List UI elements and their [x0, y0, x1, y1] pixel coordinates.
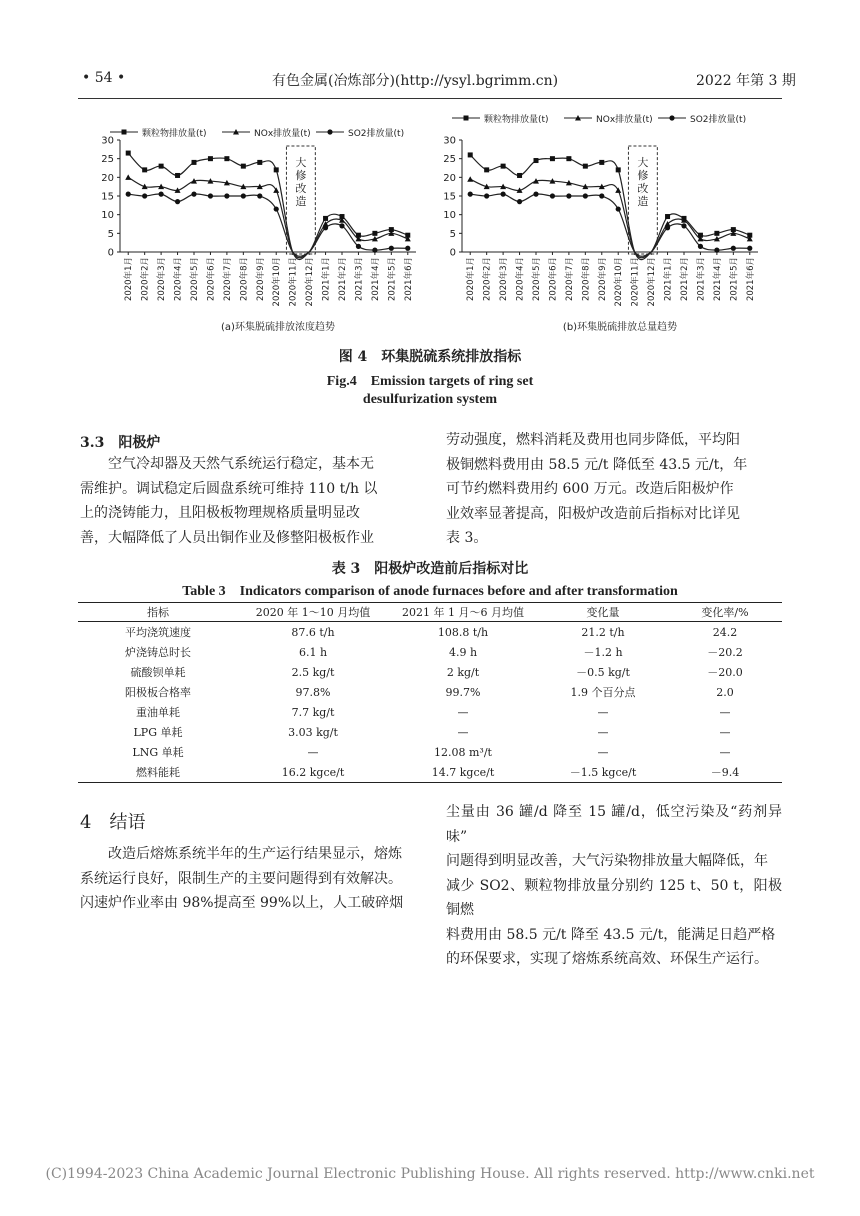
data-point: [175, 173, 180, 178]
figure-caption-en-2: desulfurization system: [362, 392, 498, 407]
x-tick-label: 2020年3月: [499, 257, 510, 302]
data-point: [533, 192, 538, 197]
x-tick-label: 2021年1月: [663, 257, 674, 302]
table-cell: 阳极板合格率: [125, 686, 191, 699]
section-4-right-text: [446, 800, 782, 972]
table-cell: —: [307, 745, 319, 759]
data-point: [208, 193, 213, 198]
legend-marker: [464, 116, 469, 121]
table-cell: 3.03 kg/t: [288, 725, 338, 739]
table-cell: 87.6 t/h: [291, 625, 335, 639]
x-tick-label: 2020年4月: [515, 257, 526, 302]
section-3-3-left-text: [80, 452, 414, 550]
table-row: [78, 622, 782, 643]
data-point: [550, 156, 555, 161]
table-cell: 97.8%: [295, 685, 331, 699]
annotation-char: 改: [295, 182, 307, 195]
data-point: [339, 223, 344, 228]
table-cell: LPG 单耗: [133, 726, 183, 739]
y-tick-label: 5: [107, 228, 114, 240]
table-cell: 21.2 t/h: [581, 625, 625, 639]
data-point: [208, 156, 213, 161]
data-point: [616, 206, 621, 211]
y-tick-label: 10: [101, 210, 114, 222]
data-point: [241, 164, 246, 169]
table-row: [78, 762, 782, 783]
data-point: [599, 193, 604, 198]
page-number: • 54 •: [82, 70, 126, 86]
text-line: 改造后熔炼系统半年的生产运行结果显示，熔炼: [108, 846, 402, 862]
chart-b: [430, 112, 770, 342]
annotation-char: 修: [637, 169, 649, 182]
text-line: 问题得到明显改善，大气污染物排放量大幅降低，年: [446, 853, 768, 869]
table-cell: —: [719, 745, 731, 759]
text-line: 系统运行良好，限制生产的主要问题得到有效解决。: [80, 870, 402, 887]
table-cell: LNG 单耗: [132, 746, 184, 759]
x-tick-label: 2020年8月: [239, 257, 250, 302]
table-cell: —: [457, 725, 469, 739]
data-point: [583, 193, 588, 198]
table-cell: －20.0: [707, 666, 743, 679]
legend-label: 颗粒物排放量(t): [142, 129, 207, 139]
data-point: [224, 193, 229, 198]
x-tick-label: 2020年8月: [581, 257, 592, 302]
table-cell: —: [719, 705, 731, 719]
y-tick-label: 25: [101, 154, 114, 166]
data-point: [191, 192, 196, 197]
table-cell: 2 kg/t: [446, 665, 480, 679]
x-tick-label: 2020年1月: [124, 257, 135, 302]
data-point: [468, 152, 473, 157]
data-point: [241, 193, 246, 198]
series-line: [128, 153, 408, 259]
x-tick-label: 2020年5月: [532, 257, 542, 302]
subfigure-caption: (a)环集脱硫排放浓度趋势: [221, 322, 335, 333]
data-point: [274, 206, 279, 211]
table-cell: 2.0: [716, 685, 734, 699]
data-point: [175, 199, 180, 204]
annotation-char: 大: [637, 156, 649, 169]
data-point: [517, 199, 522, 204]
legend-marker: [122, 130, 127, 135]
data-point: [501, 192, 506, 197]
x-tick-label: 2021年5月: [729, 257, 740, 302]
table-row: [78, 722, 782, 742]
col-header-change-rate: 变化率/%: [668, 603, 782, 622]
y-tick-label: 15: [101, 191, 114, 203]
x-tick-label: 2020年12月: [647, 257, 658, 307]
col-header-indicator: 指标: [78, 603, 238, 622]
subfigure-caption: (b)环集脱硫排放总量趋势: [562, 322, 678, 333]
data-point: [550, 193, 555, 198]
table-cell: —: [719, 725, 731, 739]
y-tick-label: 20: [443, 172, 456, 184]
x-tick-label: 2020年12月: [305, 257, 316, 307]
data-point: [372, 248, 377, 253]
table-title-cn: 表 3 阳极炉改造前后指标对比: [331, 561, 529, 577]
data-point: [159, 192, 164, 197]
table-cell: 4.9 h: [448, 645, 478, 659]
text-line: 需维护。调试稳定后圆盘系统可维持 110 t/h 以: [80, 480, 378, 497]
data-point: [323, 216, 328, 221]
y-tick-label: 30: [443, 135, 456, 147]
series-line: [128, 177, 408, 257]
y-tick-label: 25: [443, 154, 456, 166]
text-line: 善，大幅降低了人员出铜作业及修整阳极板作业: [80, 529, 374, 546]
data-point: [142, 193, 147, 198]
data-point: [681, 223, 686, 228]
data-point: [126, 151, 131, 156]
y-tick-label: 0: [107, 247, 114, 259]
text-line: 减少 SO2、颗粒物排放量分别约 125 t、50 t，阳极铜燃: [446, 877, 782, 918]
x-tick-label: 2021年3月: [696, 257, 707, 302]
x-tick-label: 2021年6月: [403, 257, 414, 302]
table-cell: 24.2: [712, 625, 738, 639]
data-point: [615, 187, 621, 193]
data-point: [501, 164, 506, 169]
y-tick-label: 20: [101, 172, 114, 184]
table-cell: 6.1 h: [298, 645, 328, 659]
x-tick-label: 2020年11月: [288, 257, 299, 307]
data-point: [698, 244, 703, 249]
table-cell: 炉浇铸总时长: [125, 646, 191, 659]
data-point: [484, 193, 489, 198]
data-point: [714, 231, 719, 236]
data-point: [389, 246, 394, 251]
legend-label: 颗粒物排放量(t): [484, 115, 549, 125]
data-point: [484, 167, 489, 172]
x-tick-label: 2020年5月: [190, 257, 200, 302]
data-point: [665, 225, 670, 230]
table-cell: —: [597, 745, 609, 759]
text-line: 空气冷却器及天然气系统运行稳定，基本无: [108, 456, 374, 472]
annotation-char: 造: [295, 195, 307, 208]
table-cell: －0.5 kg/t: [576, 666, 630, 679]
data-point: [731, 246, 736, 251]
data-point: [566, 156, 571, 161]
x-tick-label: 2021年5月: [387, 257, 398, 302]
x-tick-label: 2021年4月: [712, 257, 723, 302]
legend-label: NOx排放量(t): [596, 115, 653, 125]
text-line: 上的浇铸能力，且阳极板物理规格质量明显改: [80, 505, 360, 521]
data-point: [257, 160, 262, 165]
data-point: [372, 231, 377, 236]
figure-caption-cn: 图 4 环集脱硫系统排放指标: [338, 349, 522, 365]
y-tick-label: 0: [449, 247, 456, 259]
y-tick-label: 30: [101, 135, 114, 147]
indicator-table: [78, 602, 782, 783]
annotation-char: 修: [295, 169, 307, 182]
chart-a-svg: [88, 118, 428, 338]
x-tick-label: 2021年3月: [354, 257, 365, 302]
data-point: [534, 158, 539, 163]
x-tick-label: 2020年6月: [206, 257, 217, 302]
y-tick-label: 10: [443, 210, 456, 222]
y-tick-label: 15: [443, 191, 456, 203]
table-row: [78, 682, 782, 702]
table-row: [78, 642, 782, 662]
data-point: [224, 156, 229, 161]
table-cell: 16.2 kgce/t: [238, 762, 388, 783]
section-heading-4: 4 结语: [80, 812, 146, 833]
data-point: [274, 167, 279, 172]
table-header-row: [78, 603, 782, 622]
data-point: [566, 193, 571, 198]
annotation-char: 改: [637, 182, 649, 195]
table-cell: —: [597, 705, 609, 719]
data-point: [405, 246, 410, 251]
series-line: [470, 155, 750, 260]
data-point: [616, 167, 621, 172]
table-cell: －1.5 kgce/t: [538, 762, 668, 783]
table-cell: 7.7 kg/t: [291, 705, 335, 719]
text-line: 可节约燃料费用约 600 万元。改造后阳极炉作: [446, 481, 734, 497]
x-tick-label: 2021年2月: [680, 257, 690, 302]
legend-marker: [669, 115, 674, 120]
copyright-footer: (C)1994-2023 China Academic Journal Electronic Publishing House. All rights reserved. http://www.cnki.net: [45, 1166, 815, 1182]
series-line: [470, 179, 750, 258]
data-point: [468, 192, 473, 197]
section-4-left-text: [80, 842, 414, 916]
x-tick-label: 2020年11月: [630, 257, 641, 307]
table-cell: 平均浇筑速度: [125, 626, 191, 639]
x-tick-label: 2020年10月: [272, 257, 283, 307]
data-point: [142, 167, 147, 172]
text-line: 的环保要求，实现了熔炼系统高效、环保生产运行。: [446, 951, 768, 967]
legend-label: SO2排放量(t): [690, 115, 747, 125]
table-cell: 108.8 t/h: [437, 625, 489, 639]
data-point: [356, 244, 361, 249]
y-tick-label: 5: [449, 228, 456, 240]
table-cell: －9.4: [668, 762, 782, 783]
data-point: [159, 164, 164, 169]
table-cell: 2.5 kg/t: [291, 665, 335, 679]
chart-a: [88, 118, 428, 342]
text-line: 极铜燃料费用由 58.5 元/t 降低至 43.5 元/t，年: [446, 456, 748, 473]
annotation-char: 造: [637, 195, 649, 208]
text-line: 料费用由 58.5 元/t 降至 43.5 元/t，能满足日趋严格: [446, 926, 776, 943]
x-tick-label: 2021年4月: [370, 257, 381, 302]
figure-caption-en-1: Fig.4 Emission targets of ring set: [326, 374, 534, 389]
section-heading-3-3: 3.3 阳极炉: [80, 435, 161, 451]
text-line: 业效率显著提高，阳极炉改造前后指标对比详见: [446, 505, 740, 522]
data-point: [467, 176, 473, 182]
table-cell: 14.7 kgce/t: [388, 762, 538, 783]
x-tick-label: 2020年4月: [173, 257, 184, 302]
table-cell: 硫酸钡单耗: [130, 666, 186, 679]
data-point: [257, 193, 262, 198]
data-point: [599, 160, 604, 165]
data-point: [125, 174, 131, 180]
x-tick-label: 2021年2月: [338, 257, 348, 302]
table-title-en: Table 3 Indicators comparison of anode furnaces before and after transformation: [182, 584, 678, 599]
data-point: [517, 173, 522, 178]
data-point: [665, 214, 670, 219]
table-cell: 99.7%: [445, 685, 481, 699]
table-cell: 燃料能耗: [78, 762, 238, 783]
x-tick-label: 2020年7月: [564, 257, 575, 302]
x-tick-label: 2020年2月: [140, 257, 151, 302]
data-point: [714, 248, 719, 253]
legend-label: NOx排放量(t): [254, 129, 311, 139]
section-3-3-right-text: [446, 428, 782, 551]
table-row: [78, 662, 782, 682]
x-tick-label: 2021年6月: [745, 257, 756, 302]
text-line: 劳动强度，燃料消耗及费用也同步降低，平均阳: [446, 432, 740, 448]
header-rule: [78, 98, 782, 99]
text-line: 闪速炉作业率由 98%提高至 99%以上，人工破碎烟: [80, 895, 404, 911]
data-point: [192, 160, 197, 165]
legend-label: SO2排放量(t): [348, 129, 405, 139]
table-row: [78, 742, 782, 762]
chart-b-svg: [430, 112, 770, 338]
x-tick-label: 2020年3月: [157, 257, 168, 302]
x-tick-label: 2020年1月: [466, 257, 477, 302]
x-tick-label: 2020年6月: [548, 257, 559, 302]
table-row: [78, 702, 782, 722]
annotation-char: 大: [295, 156, 307, 169]
x-tick-label: 2020年9月: [597, 257, 608, 302]
col-header-2020: 2020 年 1～10 月均值: [238, 603, 388, 622]
data-point: [323, 225, 328, 230]
issue-label: 2022 年第 3 期: [696, 73, 796, 89]
x-tick-label: 2020年9月: [255, 257, 266, 302]
data-point: [583, 164, 588, 169]
legend-marker: [327, 129, 332, 134]
data-point: [747, 246, 752, 251]
data-point: [126, 192, 131, 197]
col-header-2021: 2021 年 1 月～6 月均值: [388, 603, 538, 622]
series-line: [470, 194, 750, 256]
x-tick-label: 2021年1月: [321, 257, 332, 302]
table-cell: －20.2: [707, 646, 743, 659]
table-cell: －1.2 h: [583, 646, 623, 659]
table-cell: —: [457, 705, 469, 719]
table-cell: —: [597, 725, 609, 739]
table-cell: 重油单耗: [136, 706, 180, 719]
x-tick-label: 2020年10月: [614, 257, 625, 307]
x-tick-label: 2020年2月: [482, 257, 493, 302]
data-point: [273, 187, 279, 193]
table-cell: 12.08 m³/t: [434, 745, 492, 759]
series-line: [128, 194, 408, 256]
text-line: 尘量由 36 罐/d 降至 15 罐/d，低空污染及“药剂异味”: [446, 804, 782, 845]
x-tick-label: 2020年7月: [222, 257, 233, 302]
text-line: 表 3。: [446, 530, 488, 546]
journal-title: 有色金属(冶炼部分)(http://ysyl.bgrimm.cn): [272, 73, 559, 89]
col-header-change: 变化量: [538, 603, 668, 622]
table-cell: 1.9 个百分点: [570, 686, 636, 699]
